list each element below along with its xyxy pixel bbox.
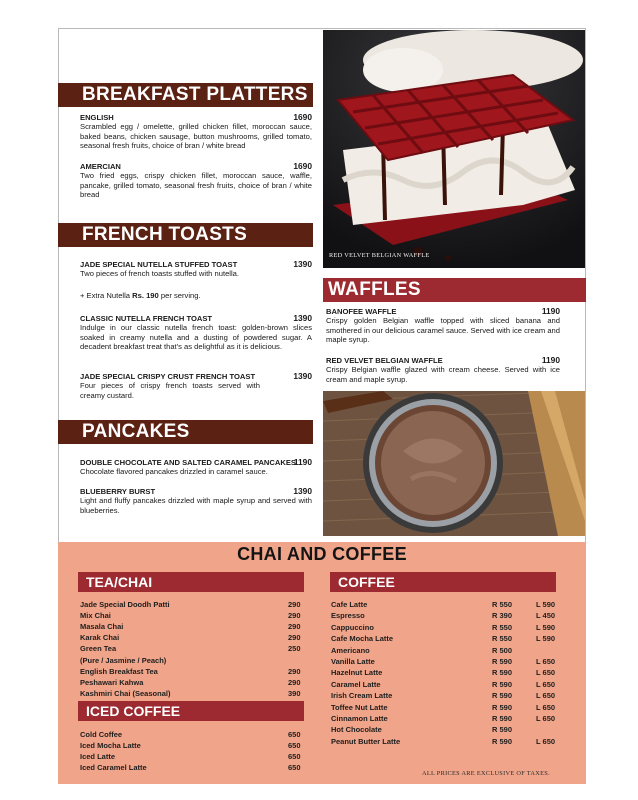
- tea-chai-title: TEA/CHAI: [86, 574, 153, 590]
- price-row: [331, 610, 556, 621]
- extra-price: Rs. 190: [132, 291, 159, 300]
- item-price: 1690: [293, 112, 312, 122]
- drink-name: Cafe Mocha Latte: [331, 634, 394, 644]
- drink-price: 650: [288, 752, 301, 762]
- menu-item-crispy-crust-toast: [80, 372, 312, 400]
- price-row: [80, 751, 302, 762]
- price-row: [80, 740, 302, 751]
- waffle-illustration: [323, 30, 585, 268]
- item-name: CLASSIC NUTELLA FRENCH TOAST: [80, 314, 213, 323]
- item-description: Crispy golden Belgian waffle topped with sliced banana and smothered in our delicious caramel sauce. Served with ice cream and maple syrup.: [326, 316, 560, 345]
- drink-name: Cafe Latte: [331, 600, 368, 609]
- drink-price: 290: [288, 677, 301, 687]
- drink-name: (Pure / Jasmine / Peach): [80, 655, 167, 665]
- photo-caption: RED VELVET BELGIAN WAFFLE: [329, 252, 430, 259]
- drink-name: Peshawari Kahwa: [80, 677, 144, 687]
- regular-price: R 590: [492, 691, 513, 701]
- drink-price: 650: [288, 730, 301, 739]
- item-description: Four pieces of crispy french toasts served with creamy custard.: [80, 381, 260, 400]
- price-row: [331, 645, 556, 656]
- price-row: [331, 679, 556, 690]
- regular-price: R 590: [492, 702, 513, 712]
- drink-name: Cinnamon Latte: [331, 714, 388, 723]
- regular-price: R 500: [492, 645, 513, 655]
- price-row: [80, 762, 302, 773]
- item-price: 1390: [293, 259, 312, 269]
- drink-name: Toffee Nut Latte: [331, 702, 388, 712]
- price-row: [80, 655, 302, 666]
- item-price: 1190: [541, 306, 560, 316]
- tea-chai-banner: [78, 572, 304, 592]
- item-name: ENGLISH: [80, 113, 114, 122]
- iced-coffee-title: ICED COFFEE: [86, 703, 181, 719]
- coffee-banner: [330, 572, 556, 592]
- drink-price: 290: [288, 633, 301, 643]
- item-description: Two fried eggs, crispy chicken fillet, moroccan sauce, waffle, pancake, grilled tomato, seasonal fresh fruits, choice of bran / white bread: [80, 171, 312, 200]
- large-price: L 590: [536, 634, 556, 644]
- item-name: JADE SPECIAL NUTELLA STUFFED TOAST: [80, 260, 238, 269]
- extra-nutella-note: [80, 291, 312, 300]
- drink-name: Caramel Latte: [331, 679, 381, 689]
- regular-price: R 550: [492, 622, 513, 632]
- drink-name: Americano: [331, 645, 370, 655]
- drink-name: Jade Special Doodh Patti: [80, 600, 170, 609]
- price-row: [80, 666, 302, 677]
- chai-coffee-title: CHAI AND COFFEE: [237, 544, 407, 564]
- price-row: [331, 633, 556, 644]
- drink-price: 290: [288, 666, 301, 676]
- drink-price: 290: [288, 611, 301, 621]
- breakfast-platters-banner: [58, 83, 313, 107]
- drink-name: Irish Cream Latte: [331, 691, 393, 701]
- price-row: [331, 736, 556, 747]
- large-price: L 450: [536, 611, 556, 621]
- drink-name: Hazelnut Latte: [331, 668, 383, 678]
- menu-item-blueberry-burst: [80, 487, 312, 515]
- menu-item-classic-nutella-toast: [80, 314, 312, 352]
- extra-prefix: + Extra Nutella: [80, 291, 131, 300]
- menu-item-english: [80, 113, 312, 151]
- large-price: L 650: [536, 714, 556, 723]
- item-price: 1190: [541, 355, 560, 365]
- price-row: [331, 599, 556, 610]
- drink-price: 650: [288, 741, 301, 751]
- menu-item-banofee-waffle: [326, 307, 560, 345]
- item-name: JADE SPECIAL CRISPY CRUST FRENCH TOAST: [80, 372, 256, 381]
- drink-name: English Breakfast Tea: [80, 666, 158, 676]
- price-row: [80, 621, 302, 632]
- drink-name: Karak Chai: [80, 633, 120, 643]
- item-description: Light and fluffy pancakes drizzled with maple syrup and served with blueberries.: [80, 496, 312, 515]
- price-row: [331, 713, 556, 724]
- item-price: 1390: [293, 371, 312, 381]
- large-price: L 650: [536, 691, 556, 701]
- drink-price: 290: [288, 622, 301, 632]
- price-row: [331, 690, 556, 701]
- drink-name: Iced Latte: [80, 752, 116, 762]
- price-row: [331, 702, 556, 713]
- coffee-title: COFFEE: [338, 574, 395, 590]
- item-name: BANOFEE WAFFLE: [326, 307, 397, 316]
- menu-item-red-velvet-waffle: [326, 356, 560, 384]
- item-name: AMERCIAN: [80, 162, 121, 171]
- french-toasts-banner: [58, 223, 313, 247]
- pancakes-title: PANCAKES: [82, 421, 190, 442]
- regular-price: R 390: [492, 611, 513, 621]
- regular-price: R 590: [492, 736, 513, 746]
- regular-price: R 550: [492, 600, 513, 609]
- drink-price: 650: [288, 763, 301, 773]
- large-price: L 650: [536, 657, 556, 666]
- menu-item-american: [80, 162, 312, 200]
- drink-name: Cold Coffee: [80, 730, 123, 739]
- large-price: L 650: [536, 736, 556, 746]
- item-price: 1390: [293, 313, 312, 323]
- drink-name: Hot Chocolate: [331, 725, 382, 735]
- price-row: [80, 643, 302, 654]
- drink-name: Peanut Butter Latte: [331, 736, 401, 746]
- breakfast-platters-title: BREAKFAST PLATTERS: [82, 84, 308, 105]
- regular-price: R 590: [492, 668, 513, 678]
- item-price: 1390: [293, 486, 312, 496]
- regular-price: R 590: [492, 679, 513, 689]
- price-row: [80, 688, 302, 699]
- waffles-banner: [323, 278, 586, 302]
- item-name: BLUEBERRY BURST: [80, 487, 156, 496]
- price-row: [80, 599, 302, 610]
- menu-item-nutella-stuffed-toast: [80, 260, 312, 279]
- drink-name: Vanilla Latte: [331, 657, 375, 666]
- item-name: RED VELVET BELGIAN WAFFLE: [326, 356, 443, 365]
- item-description: Two pieces of french toasts stuffed with nutella.: [80, 269, 239, 279]
- drink-price: 390: [288, 688, 301, 698]
- price-row: [80, 729, 302, 740]
- french-toasts-title: FRENCH TOASTS: [82, 224, 248, 245]
- regular-price: R 590: [492, 657, 513, 666]
- item-description: Scrambled egg / omelette, grilled chicken fillet, moroccan sauce, baked beans, chicken sausage, button mushrooms, grilled tomato, seasonal fresh fruits, choice of bran / white bread: [80, 122, 312, 151]
- drink-name: Iced Mocha Latte: [80, 741, 141, 751]
- drink-price: 290: [288, 600, 301, 609]
- price-row: [80, 610, 302, 621]
- iced-coffee-banner: [78, 701, 304, 721]
- large-price: L 590: [536, 622, 556, 632]
- taxes-footnote: ALL PRICES ARE EXCLUSIVE OF TAXES.: [422, 770, 550, 777]
- drink-name: Espresso: [331, 611, 365, 621]
- large-price: L 650: [536, 668, 556, 678]
- menu-item-double-chocolate-pancakes: [80, 458, 312, 477]
- hot-chocolate-illustration: [323, 391, 585, 536]
- regular-price: R 590: [492, 714, 513, 723]
- item-price: 1690: [293, 161, 312, 171]
- large-price: L 590: [536, 600, 556, 609]
- drink-name: Cappuccino: [331, 622, 374, 632]
- large-price: L 650: [536, 679, 556, 689]
- large-price: L 650: [536, 702, 556, 712]
- item-description: Chocolate flavored pancakes drizzled in caramel sauce.: [80, 467, 268, 477]
- hot-chocolate-photo: [323, 391, 585, 536]
- drink-name: Iced Caramel Latte: [80, 763, 147, 773]
- price-row: [331, 622, 556, 633]
- item-description: Indulge in our classic nutella french toast: golden-brown slices soaked in creamy nutella and a dusting of powdered sugar. A decadent breakfast treat that's as delightful as it is delicious.: [80, 323, 312, 352]
- drink-name: Masala Chai: [80, 622, 124, 632]
- drink-name: Kashmiri Chai (Seasonal): [80, 688, 171, 698]
- price-row: [331, 724, 556, 735]
- price-row: [80, 632, 302, 643]
- extra-suffix: per serving.: [160, 291, 201, 300]
- regular-price: R 550: [492, 634, 513, 644]
- drink-name: Green Tea: [80, 644, 117, 654]
- waffles-title: WAFFLES: [328, 279, 421, 300]
- price-row: [80, 677, 302, 688]
- item-name: DOUBLE CHOCOLATE AND SALTED CARAMEL PANCAKES: [80, 458, 296, 467]
- red-velvet-waffle-photo: [323, 30, 585, 268]
- pancakes-banner: [58, 420, 313, 444]
- price-row: [331, 667, 556, 678]
- price-row: [331, 656, 556, 667]
- drink-price: 250: [288, 644, 301, 654]
- drink-name: Mix Chai: [80, 611, 111, 621]
- regular-price: R 590: [492, 725, 513, 735]
- item-description: Crispy Belgian waffle glazed with cream cheese. Served with ice cream and maple syrup.: [326, 365, 560, 384]
- item-price: 1190: [293, 457, 312, 467]
